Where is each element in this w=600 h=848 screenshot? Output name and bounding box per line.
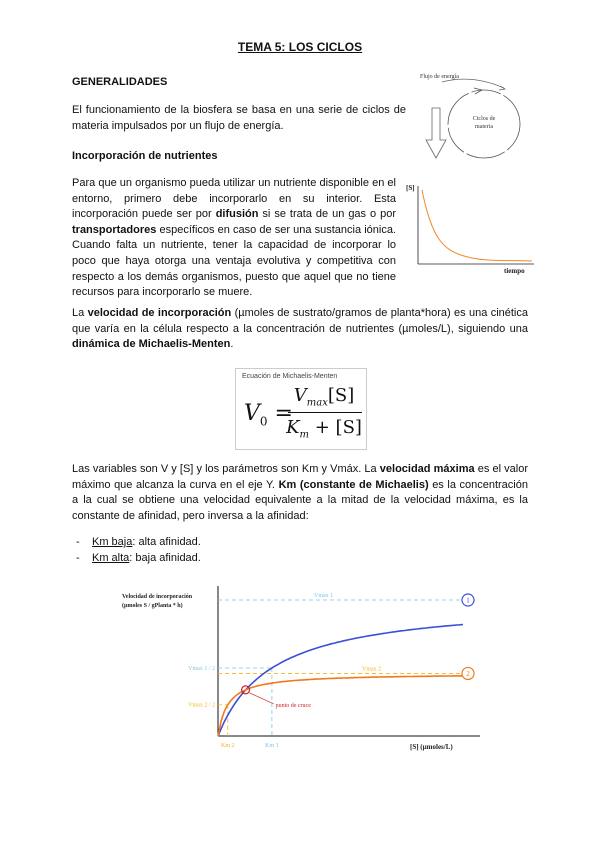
cycle-label-2: materia [475, 124, 493, 130]
equation-numerator: $V_{max}[S]$ [293, 385, 355, 409]
chart-xlabel: [S] (µmoles/L) [410, 743, 453, 751]
half-vmax-label: Vmax 2 / 2 [188, 702, 215, 709]
energy-flow-arrow-icon [442, 79, 504, 88]
section-heading-nutrientes: Incorporación de nutrientes [72, 150, 218, 162]
substrate-time-graph [404, 180, 540, 280]
km-list [72, 535, 472, 566]
paragraph-generalidades: El funcionamiento de la biosfera se basa en una serie de ciclos de materia impulsados por un flujo de energía. [72, 104, 406, 132]
crossing-point-label: punto de cruce [275, 702, 311, 709]
km-label: Km 1 [265, 743, 279, 749]
series-curve-2 [218, 676, 463, 736]
energy-flow-diagram [412, 68, 532, 168]
energy-flow-label: Flujo de energía [420, 74, 459, 80]
paragraph-velocidad: La velocidad de incorporación (µmoles de sustrato/gramos de planta*hora) es una cinética que varía en la célula respecto a la concentración de nutrientes (µmoles/L), siguiendo una dinámica de Michaelis-Menten. [72, 307, 528, 351]
michaelis-menten-equation [235, 368, 367, 450]
series-curve-1 [218, 625, 463, 737]
list-item: - Km alta: baja afinidad. [72, 551, 472, 567]
equation-caption: Ecuación de Michaelis-Menten [242, 373, 338, 380]
crossing-point-arrow [250, 693, 274, 704]
series-number-label: 1 [466, 596, 470, 605]
decay-curve [422, 190, 532, 261]
vmax-label: Vmax 1 [314, 593, 334, 599]
graph-ylabel: [S] [406, 184, 415, 192]
paragraph-parametros: Las variables son V y [S] y los parámetros son Km y Vmáx. La velocidad máxima es el valor máximo que alcanza la curva en el eje Y. Km (constante de Michaelis) es la concentración a la cual se obtiene una velocidad equivalente a la mitad de la velocidad máxima, es la constante de afinidad, pero inversa a la afinidad: [72, 463, 528, 522]
km-label: Km 2 [221, 743, 235, 749]
fraction-bar [288, 412, 362, 413]
graph-xlabel: tiempo [504, 267, 525, 275]
paragraph-nutrientes: Para que un organismo pueda utilizar un nutriente disponible en el entorno, primero debe incorporarlo en su interior. Esta incorporación puede ser por difusión si se trata de un gas o por transportadores específicos en caso de ser una sustancia iónica. Cuando falta un nutriente, tener la capacidad de incorporar lo poco que haya otorga una ventaja evolutiva y competitiva con respecto a los demás organismos, puesto que aquel que no tiene recursos para incorporarlo se muere. [72, 177, 397, 299]
vmax-label: Vmax 2 [362, 666, 382, 673]
cycle-label-1: Ciclos de [472, 116, 496, 122]
list-item: - Km baja: alta afinidad. [72, 535, 472, 551]
down-arrow-icon [426, 108, 446, 158]
page-title: TEMA 5: LOS CICLOS [237, 40, 363, 54]
equation-lhs: $V_0$ = [244, 401, 293, 429]
half-vmax-label: Vmax 1 / 2 [188, 666, 215, 672]
section-heading-generalidades: GENERALIDADES [72, 76, 168, 88]
series-number-label: 2 [466, 669, 470, 678]
equation-denominator: $K_m + [S]$ [286, 417, 362, 441]
michaelis-menten-chart [118, 578, 490, 756]
chart-ylabel-1: Velocidad de incorporación [122, 594, 193, 600]
chart-ylabel-2: (µmoles S / gPlanta * h) [122, 603, 183, 609]
